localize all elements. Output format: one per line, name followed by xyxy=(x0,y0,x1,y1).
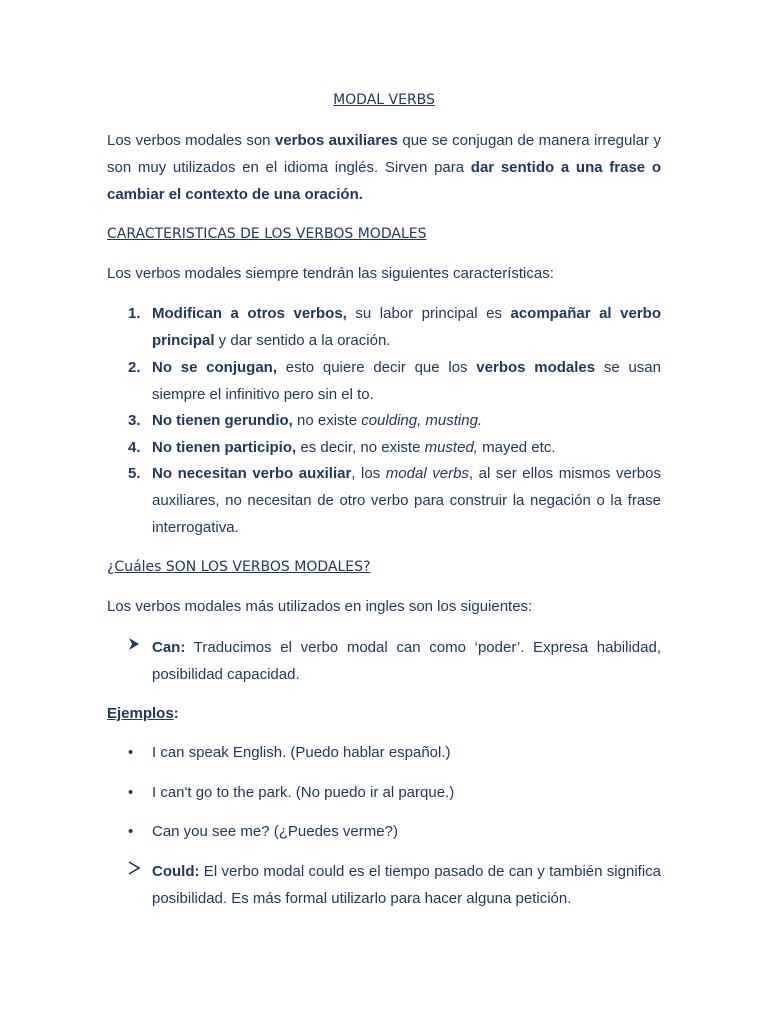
list-item-text xyxy=(152,407,661,434)
item-bold: No se conjugan, xyxy=(152,359,278,376)
intro-text-2: que se conjugan de manera irregular y son muy utilizados en el idioma inglés. Sirven para xyxy=(107,132,661,176)
item-bold: No necesitan verbo auxiliar xyxy=(152,465,352,482)
item-text: es decir, no existe xyxy=(296,439,425,456)
list-number: 1. xyxy=(128,305,141,322)
modal-can-text xyxy=(152,634,661,688)
modal-could-text xyxy=(152,858,661,912)
item-text-2: y dar sentido a la oración. xyxy=(214,332,391,349)
modals-intro: Los verbos modales más utilizados en ingles son los siguientes: xyxy=(107,598,533,615)
item-bold-2: verbos modales xyxy=(476,359,596,376)
item-bold: No tienen gerundio, xyxy=(152,412,293,429)
bullet-dot-icon: • xyxy=(128,744,134,761)
bullet-dot-icon: • xyxy=(128,823,134,840)
item-italic: modal verbs xyxy=(385,465,469,482)
list-item-text xyxy=(152,354,661,408)
arrow-bullet-icon xyxy=(128,637,140,655)
intro-text-1: Los verbos modales son xyxy=(107,132,275,149)
examples-label-text: Ejemplos xyxy=(107,705,174,722)
modal-can-description: Traducimos el verbo modal can como ‘poder’. Expresa habilidad, posibilidad capacidad. xyxy=(152,639,661,683)
heading-characteristics: CARACTERISTICAS DE LOS VERBOS MODALES xyxy=(107,226,427,242)
modal-can-label: Can: xyxy=(152,639,186,656)
item-text-2: , al ser ellos mismos verbos auxiliares, no necesitan de otro verbo para construir la negación o la frase interrogativa. xyxy=(152,465,661,536)
characteristics-intro: Los verbos modales siempre tendrán las siguientes características: xyxy=(107,265,554,282)
item-italic: musted, xyxy=(424,439,478,456)
item-text-2: mayed etc. xyxy=(477,439,556,456)
modal-could-description: El verbo modal could es el tiempo pasado de can y también significa posibilidad. Es más formal utilizarlo para hacer alguna petición. xyxy=(152,863,661,907)
heading-modal-verbs: ¿Cuáles SON LOS VERBOS MODALES? xyxy=(107,559,371,575)
modal-could-label: Could: xyxy=(152,863,200,880)
list-number: 4. xyxy=(128,439,141,456)
list-item-text xyxy=(152,300,661,354)
list-item-text xyxy=(152,460,661,541)
bullet-dot-icon: • xyxy=(128,784,134,801)
intro-bold-2: dar sentido a una frase o cambiar el contexto de una oración. xyxy=(107,159,661,203)
list-number: 2. xyxy=(128,359,141,376)
list-item-text xyxy=(152,434,661,461)
arrow-outline-bullet-icon xyxy=(128,861,140,879)
list-number: 3. xyxy=(128,412,141,429)
example-text: I can speak English. (Puedo hablar español.) xyxy=(152,744,451,761)
example-text: I can't go to the park. (No puedo ir al parque.) xyxy=(152,784,455,801)
examples-label-colon: : xyxy=(173,705,179,722)
item-text: esto quiere decir que los xyxy=(277,359,477,376)
intro-bold-1: verbos auxiliares xyxy=(274,132,398,149)
example-text: Can you see me? (¿Puedes verme?) xyxy=(152,823,398,840)
examples-label xyxy=(107,704,179,724)
document-title: MODAL VERBS xyxy=(333,92,435,108)
item-bold-2: acompañar al verbo principal xyxy=(152,305,661,349)
item-italic: coulding, musting. xyxy=(361,412,483,429)
item-text: su labor principal es xyxy=(346,305,511,322)
item-bold: Modifican a otros verbos, xyxy=(152,305,347,322)
list-number: 5. xyxy=(128,465,141,482)
item-text-2: se usan siempre el infinitivo pero sin el to. xyxy=(152,359,661,403)
item-bold: No tienen participio, xyxy=(152,439,297,456)
item-text: , los xyxy=(351,465,386,482)
item-text: no existe xyxy=(292,412,362,429)
intro-paragraph xyxy=(107,127,661,208)
